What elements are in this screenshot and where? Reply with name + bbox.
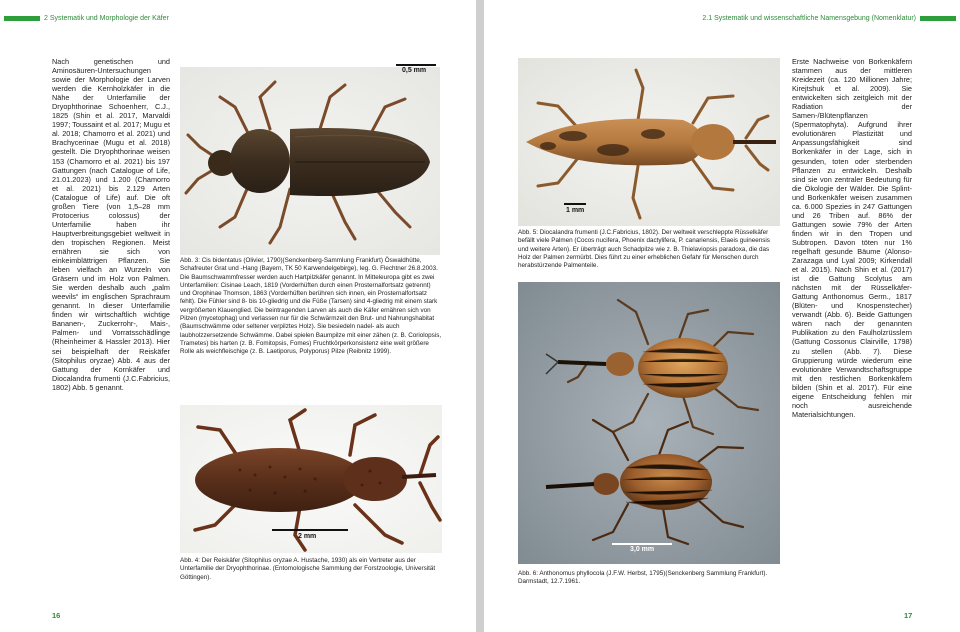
header-accent-bar (4, 16, 40, 21)
fig4-scale-bar (272, 529, 348, 531)
figure-4-caption (180, 557, 442, 582)
figure-5-caption (518, 229, 780, 270)
figure-5-photo (518, 58, 780, 226)
figure-6-photo (518, 282, 780, 564)
running-header: 2.1 Systematik und wissenschaftliche Namensgebung (Nomenklatur) (702, 15, 916, 22)
figure-4-caption-text: Abb. 4: Der Reiskäfer (Sitophilus oryzae A. Hustache, 1930) als ein Vertreter aus der Unterfamilie der Dryophthorinae. (Entomologische Sammlung der Forstzoologie, Universität Göttingen). (180, 557, 436, 581)
book-gutter (476, 0, 484, 632)
body-text-column (52, 57, 170, 392)
right-page (484, 0, 960, 632)
figure-5-caption-text: Abb. 5: Diocalandra frumenti (J.C.Fabricius, 1802). Der weltweit verschleppte Rüsselkäfer befällt viele Palmen (Cocos nucifera, Phoenix dactylifera, P. canariensis, Elaeis guineensis und weitere Arten). Er überträgt auch Schadpilze wie z. B. Thielaviopsis paradoxa, die das Holz der Palmen zermürbt. Dies führt zu einer erheblichen Gefahr für Menschen durch herabstürzende Palmenteile. (518, 229, 770, 270)
fig3-scale-bar (396, 64, 436, 66)
figure-3-photo (180, 67, 440, 255)
fig4-scale-label: 2 mm (298, 533, 317, 540)
left-page (0, 0, 476, 632)
figure-6-caption (518, 570, 780, 587)
fig6-scale-label: 3,0 mm (630, 546, 655, 553)
body-text-column (792, 57, 912, 419)
body-paragraph: Erste Nachweise von Borkenkäfern stammen aus der mittleren Kreidezeit (ca. 120 Millionen Jahre; Kirejtshuk et al. 2009). Sie entwickelten sich zeitgleich mit der Radiation der Samen-/Blütenpflanzen (Spermatophyta). Aufgrund ihrer evolutionären Plastizität und Anpassungsfähigkeit sind Borkenkäfer in der Lage, sich in gesunden, toten oder sterbenden Pflanzen zu entwickeln. Deshalb sind sie von zentraler Bedeutung für die Ökologie der Wälder. Die Splint- und Borkenkäfer weisen zusammen ca. 6.000 Spezies in 247 Gattungen und 26 Triben auf. 86% der Gattungen sowie 79% der Arten finden wir in den Tropen und Subtropen. Davon töten nur 1% regelhaft gesunde Bäume (Alonso-Zarazaga und Lyal 2009; Kirkendall et al. 2015). Nach Shin et al. (2017) ist die Gattung Scolytus am nächsten mit der Rüsselkäfer-Gattung Anthonomus Germ., 1817 (Blüten- und Knospenstecher) verwandt (Abb. 6). Beide Gattungen wären nach der genannten Publikation zu den Faulholzrüsslern (Gattung Cossonus Clairville, 1798) zu stellen (Abb. 7). Diese Gruppierung würde wiederum eine evolutionäre Verwandtschaftsgruppe mit den restlichen Borkenkäfern bilden (Shin et al. 2017). Für eine eigene Entscheidung fehlen mir noch ausreichende Materialsichtungen. (792, 57, 912, 419)
fig6-scale-bar (612, 543, 672, 545)
figure-6-caption-text: Abb. 6: Anthonomus phyllocola (J.F.W. Herbst, 1795)(Senckenberg Sammlung Frankfurt). Darmstadt, 12.7.1961. (518, 570, 768, 586)
header-accent-bar (920, 16, 956, 21)
page-number-left: 16 (52, 611, 61, 620)
fig3-scale-label: 0,5 mm (402, 67, 427, 74)
body-paragraph: Nach genetischen und Aminosäuren-Untersuchungen sowie der Morphologie der Larven werden die Kernholzkäfer in die Nähe der Unterfamilie der Dryophthorinae Schoenherr, C.J., 1825 (Shin et al. 2017, Marvaldi 1997; Toussaint et al. 2017; Mugu et al. 2018; Chamorro et al. 2021) und Brachycerinae (Mugu et al. 2018) gestellt. Die Dryophthorinae weisen 153 (Chamorro et al. 2021) bis 197 Gattungen (nach Catalogue of Life, 21.01.2023) und 1.200 (Chamorro et al. 2021) bis 2.129 Arten (Catalogue of Life) auf. Die oft großen Tiere (von 1,5–28 mm Protocerius colossus) der Unterfamilie haben ihr Hauptverbreitungsgebiet weltweit in den tropischen Regionen. Meist ernähren sie sich von einkeimblättrigen Pflanzen. Sie leben vielfach an Wurzeln von Gräsern und im Holz von Palmen. Sie werden deshalb auch „palm weevils“ im englischen Sprachraum genannt. In dieser Unterfamilie finden wir wirtschaftlich wichtige Bananen-, Zuckerrohr-, Mais-, Palmen- und Vorratsschädlinge (Rheinheimer & Hassler 2013). Hier sei beispielhaft der Reiskäfer (Sitophilus oryzae) Abb. 4 aus der Gattung der Kornkäfer und Diocalandra frumenti (J.C.Fabricius, 1802) Abb. 5 genannt. (52, 57, 170, 392)
running-header: 2 Systematik und Morphologie der Käfer (44, 15, 169, 22)
page-number-right: 17 (904, 611, 913, 620)
figure-3-caption (180, 257, 442, 357)
fig5-scale-bar (564, 203, 586, 205)
figure-3-caption-text: Abb. 3: Cis bidentatus (Olivier, 1790)(Senckenberg-Sammlung Frankfurt) Öswaldhütte, Schafreuter Grat und -Hang (Bayern, TK 50 Karwendelgebirge), leg. G. Flechtner 26.8.2003. Die Baumschwammfresser werden auch Hartpilzkäfer genannt. In Mitteleuropa gibt es zwei Unterfamilien: Cisinae Leach, 1819 (Vorderhüften durch einen Prosternalfortsatz getrennt) und Orophinae Thomson, 1863 (Vorderhüften berühren sich innen, ein Prosternalfortsatz fehlt). Die Fühler sind 8- bis 10-gliedrig und die Füße (Tarsen) sind 4-gliedrig mit einem stark vergrößerten Klauenglied. Die beintragenden Larven als auch die Käfer ernähren sich von Pilzen (mycetophag) und verlassen nur für die Schwärmzeit den Brut- und Nahrungshabitat (Baumschwämme oder seltener verpilztes Holz). Sie besiedeln nadel- als auch laubholzzersetzende Schwämme. Dabei spielen Baumpilze mit einer zähen (z. B. Coriolopsis, Trametes) bis harten (z. B. Fomitopsis, Fomes) Fruchtkörperkonsistenz eine weit größere Rolle als weichfleischige (z. B. Laetiporus, Polyporus) Pilze (Reibnitz 1999). (180, 257, 442, 356)
fig5-scale-label: 1 mm (566, 207, 585, 214)
